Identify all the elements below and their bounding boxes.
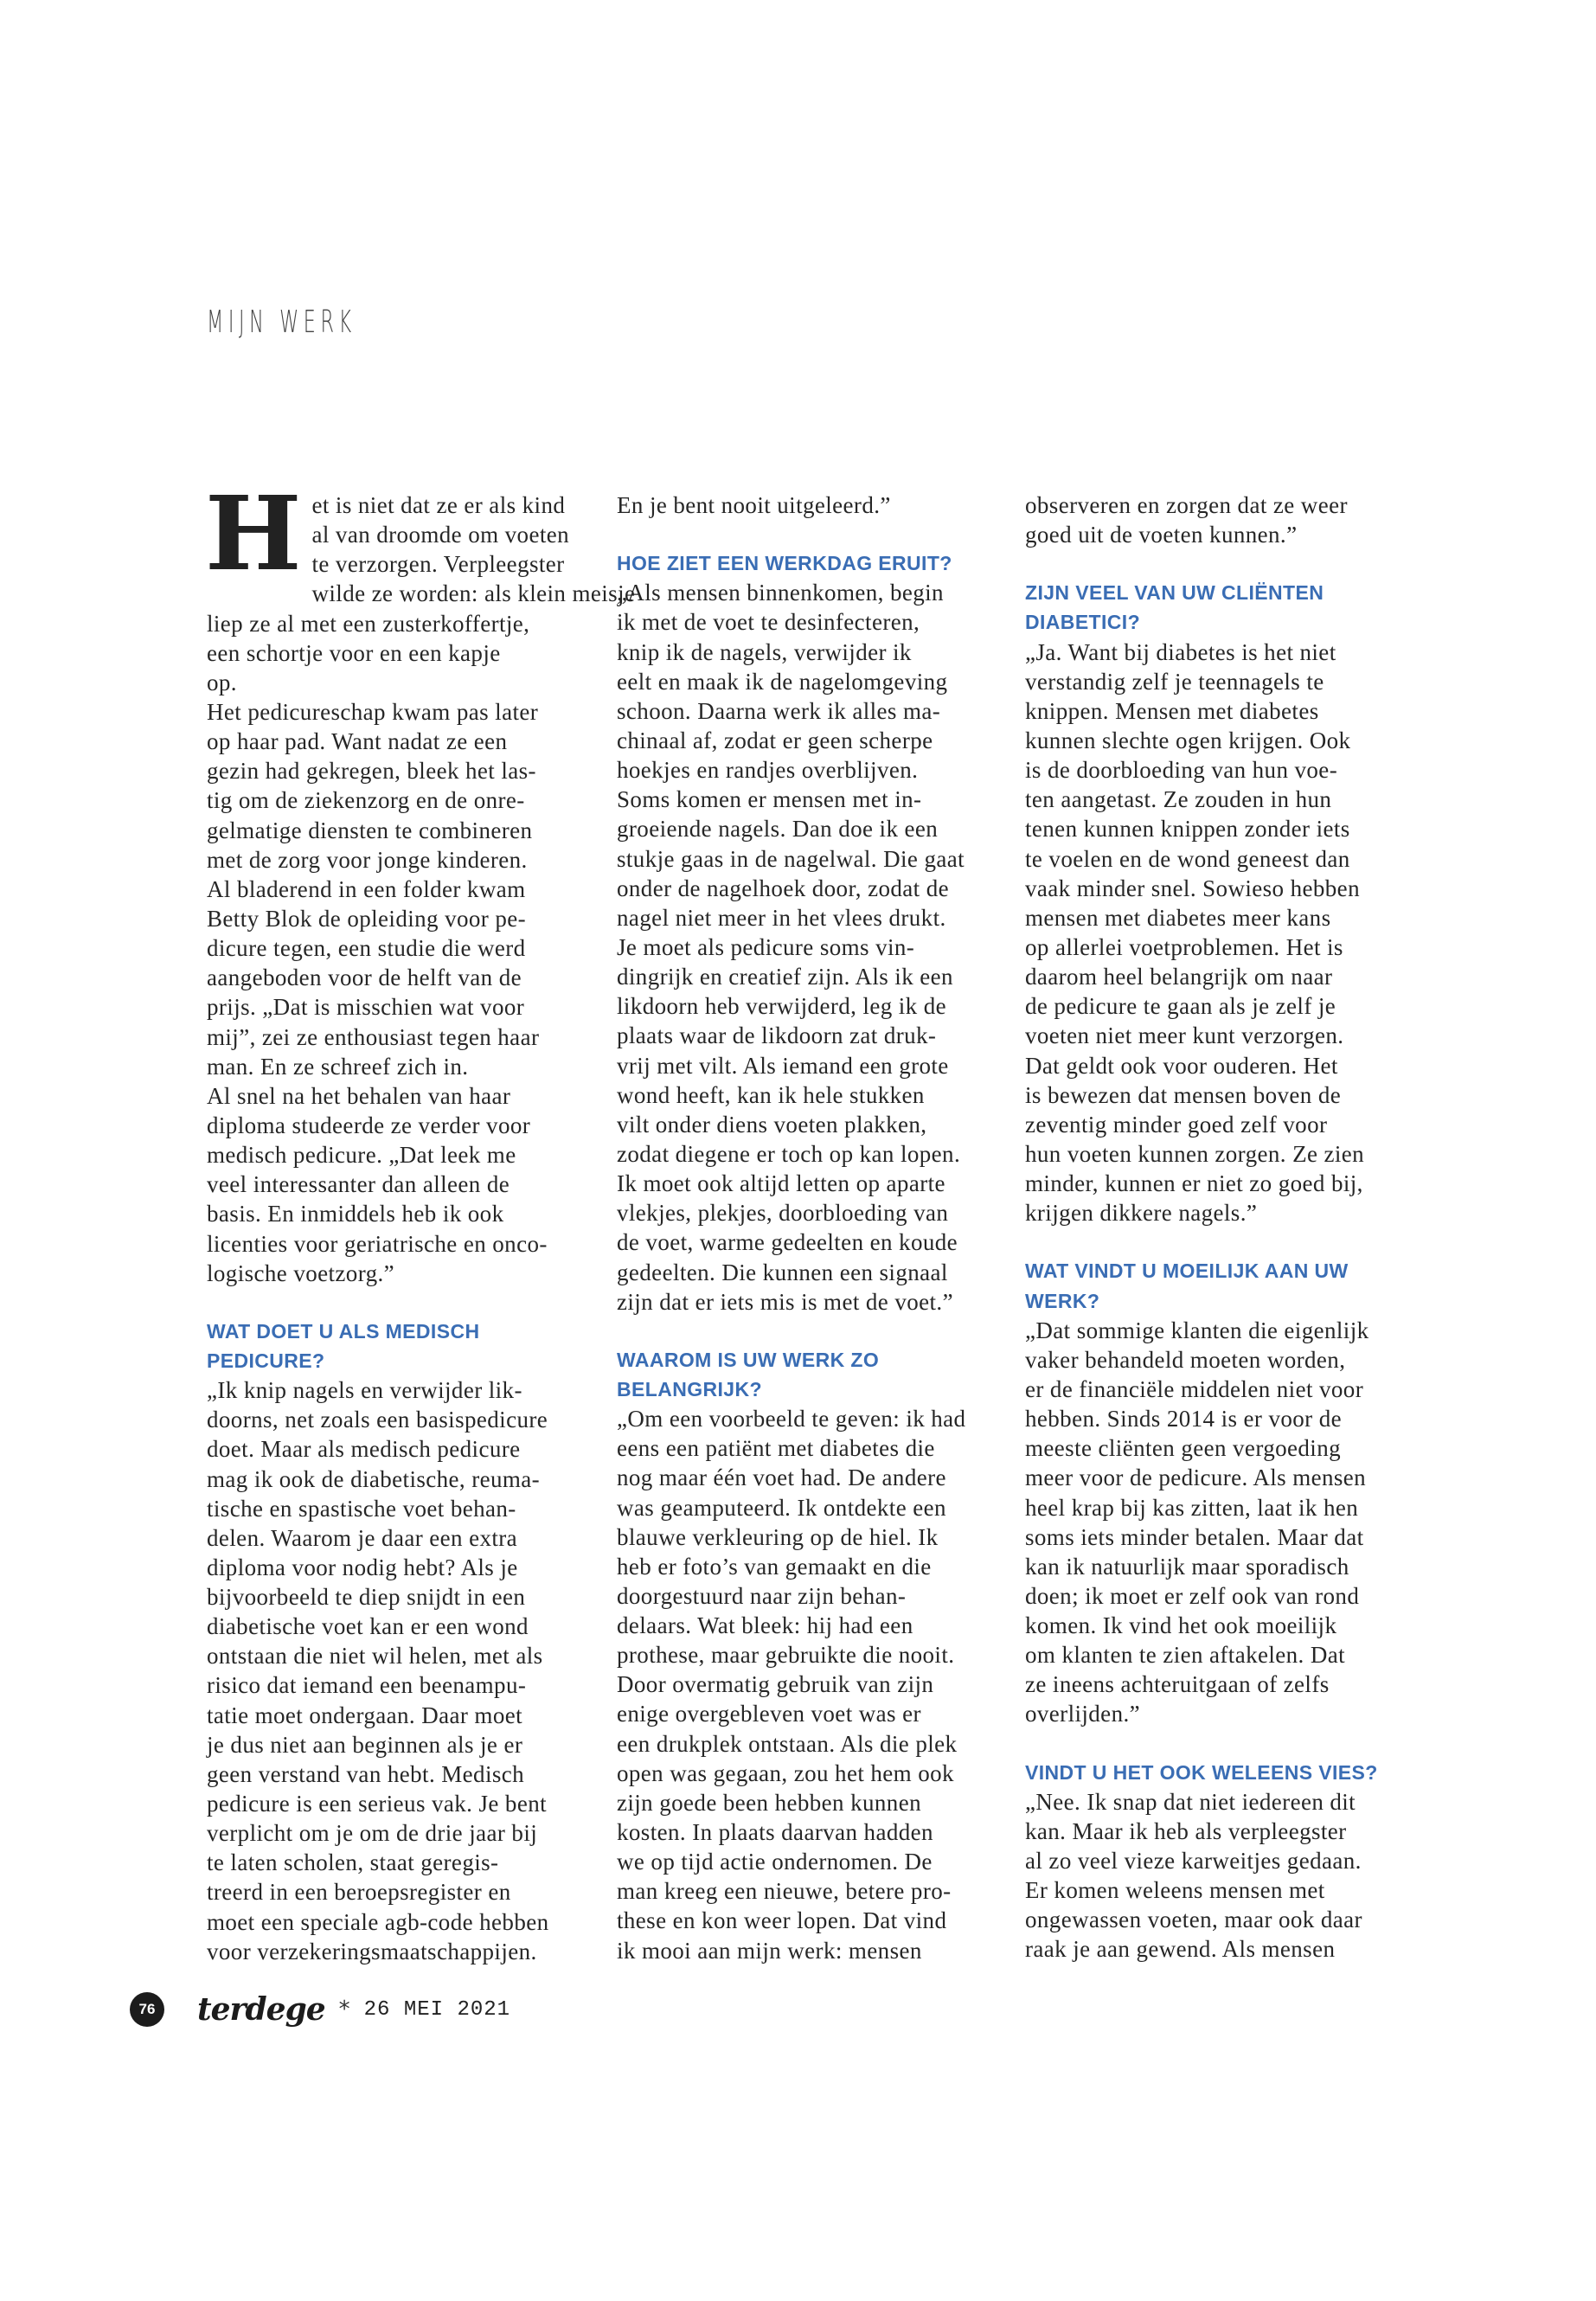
text-line: overlijden.” [1025,1701,1140,1727]
text-line: Dat geldt ook voor ouderen. Het [1025,1052,1338,1079]
text-line: moet een speciale agb-code hebben [207,1908,549,1935]
text-line: treerd in een beroepsregister en [207,1879,511,1906]
drop-cap: H [205,473,302,593]
text-line: je dus niet aan beginnen als je er [207,1731,523,1758]
text-line: liep ze al met een zusterkoffertje, [207,610,530,637]
heading-line: DIABETICI? [1025,611,1141,634]
text-line: soms iets minder betalen. Maar dat [1025,1523,1364,1550]
text-line: tische en spastische voet behan- [207,1495,516,1522]
text-line: verplicht om je om de drie jaar bij [207,1820,538,1847]
paragraph [205,473,636,1288]
heading-line: WAAROM IS UW WERK ZO [617,1348,880,1371]
text-line: „Ja. Want bij diabetes is het niet [1025,638,1336,665]
text-line: de voet, warme gedeelten en koude [617,1229,958,1256]
text-line: plaats waar de likdoorn zat druk- [617,1022,937,1049]
text-line: komen. Ik vind het ook moeilijk [1025,1612,1337,1639]
text-line: Er komen weleens mensen met [1025,1877,1325,1904]
text-line: vlekjes, plekjes, doorbloeding van [617,1200,949,1227]
heading-line: WERK? [1025,1289,1100,1312]
text-line: verstandig zelf je teennagels te [1025,668,1324,695]
text-line: hebben. Sinds 2014 is er voor de [1025,1406,1343,1433]
text-line: knippen. Mensen met diabetes [1025,697,1319,724]
text-line: zijn dat er iets mis is met de voet.” [617,1288,953,1315]
article-column-2 [617,490,997,1965]
text-line: diploma studeerde ze verder voor [207,1112,531,1138]
section-heading [1025,1256,1406,1315]
text-line: stukje gaas in de nagelwal. Die gaat [617,845,965,872]
text-line: de pedicure te gaan als je zelf je [1025,993,1336,1020]
section-heading [617,548,997,578]
text-line: kan ik natuurlijk maar sporadisch [1025,1553,1349,1580]
text-line: basis. En inmiddels heb ik ook [207,1201,504,1227]
text-line: dingrijk en creatief zijn. Als ik een [617,964,953,990]
text-line: ten aangetast. Ze zouden in hun [1025,786,1332,813]
text-line: mag ik ook de diabetische, reuma- [207,1465,541,1492]
text-line: ontstaan die niet wil helen, met als [207,1643,543,1670]
text-line: gezin had gekregen, bleek het las- [207,758,536,785]
text-line: kunnen slechte ogen krijgen. Ook [1025,727,1351,753]
page-number: 76 [130,1992,164,2027]
text-line: medisch pedicure. „Dat leek me [207,1142,516,1169]
text-line: diploma voor nodig hebt? Als je [207,1554,518,1580]
text-line: te voelen en de wond geneest dan [1025,845,1350,872]
text-line: al zo veel vieze karweitjes gedaan. [1025,1848,1362,1875]
text-line: doorgestuurd naar zijn behan- [617,1582,907,1609]
text-line: En je bent nooit uitgeleerd.” [617,492,891,518]
text-line: delaars. Wat bleek: hij had een [617,1612,913,1639]
text-line: is de doorbloeding van hun voe- [1025,757,1338,784]
text-line: geen verstand van hebt. Medisch [207,1760,525,1787]
text-line: „Dat sommige klanten die eigenlijk [1025,1317,1369,1343]
text-line: ik mooi aan mijn werk: mensen [617,1937,922,1964]
text-line: Betty Blok de opleiding voor pe- [207,905,526,932]
text-line: eelt en maak ik de nagelomgeving [617,668,948,695]
section-heading [207,1317,587,1375]
text-line: logische voetzorg.” [207,1259,395,1286]
text-line: heel krap bij kas zitten, laat ik hen [1025,1494,1359,1521]
paragraph [207,1375,587,1966]
heading-line: WAT DOET U ALS MEDISCH [207,1319,480,1343]
text-line: „Om een voorbeeld te geven: ik had [617,1406,966,1433]
heading-line: WAT VINDT U MOEILIJK AAN UW [1025,1259,1349,1283]
section-heading [1025,1758,1406,1787]
text-line: tenen kunnen knippen zonder iets [1025,816,1350,843]
text-line: „Ik knip nagels en verwijder lik- [207,1377,522,1404]
text-line: knip ik de nagels, verwijder ik [617,638,912,665]
text-line: een schortje voor en een kapje [207,639,501,666]
text-line: ik met de voet te desinfecteren, [617,609,920,636]
paragraph [1025,638,1406,1228]
heading-line: PEDICURE? [207,1349,325,1372]
text-line: Ik moet ook altijd letten op aparte [617,1170,945,1197]
text-line: te verzorgen. Verpleegster [311,551,565,578]
text-line: een drukplek ontstaan. Als die plek [617,1730,958,1757]
section-heading [1025,578,1406,637]
text-line: goed uit de voeten kunnen.” [1025,522,1298,548]
text-line: enige overgebleven voet was er [617,1701,921,1727]
text-line: mensen met diabetes meer kans [1025,904,1331,931]
text-line: zeventig minder goed zelf voor [1025,1111,1328,1138]
text-line: hoekjes en randjes overblijven. [617,757,919,784]
text-line: vrij met vilt. Als iemand een grote [617,1052,949,1079]
issue-date: 26 MEI 2021 [363,1997,511,2022]
text-line: op. [207,669,237,695]
page-footer [130,1991,510,2028]
section-label: MIJN WERK [207,304,356,340]
text-line: wond heeft, kan ik hele stukken [617,1081,925,1108]
text-line: these en kon weer lopen. Dat vind [617,1907,947,1934]
heading-line: VINDT U HET OOK WELEENS VIES? [1025,1760,1378,1784]
text-line: al van droomde om voeten [311,522,570,548]
text-line: nagel niet meer in het vlees drukt. [617,904,946,931]
text-line: chinaal af, zodat er geen scherpe [617,727,933,753]
text-line: met de zorg voor jonge kinderen. [207,846,528,873]
text-line: voeten niet meer kunt verzorgen. [1025,1022,1344,1049]
text-line: prothese, maar gebruikte die nooit. [617,1642,955,1669]
text-line: schoon. Daarna werk ik alles ma- [617,697,941,724]
text-line: zodat diegene er toch op kan lopen. [617,1140,961,1167]
text-line: is bewezen dat mensen boven de [1025,1081,1342,1108]
text-line: kosten. In plaats daarvan hadden [617,1819,933,1846]
text-line: hun voeten kunnen zorgen. Ze zien [1025,1140,1365,1167]
text-line: pedicure is een serieus vak. Je bent [207,1791,548,1817]
text-line: ongewassen voeten, maar ook daar [1025,1907,1362,1933]
text-line: daarom heel belangrijk om naar [1025,964,1333,990]
text-line: Al bladerend in een folder kwam [207,875,526,902]
text-line: groeiende nagels. Dan doe ik een [617,816,939,843]
heading-line: ZIJN VEEL VAN UW CLIËNTEN [1025,581,1324,605]
text-line: we op tijd actie ondernomen. De [617,1849,933,1875]
heading-line: HOE ZIET EEN WERKDAG ERUIT? [617,552,952,575]
text-line: vaak minder snel. Sowieso hebben [1025,875,1360,901]
text-line: ze ineens achteruitgaan of zelfs [1025,1671,1330,1698]
text-line: doen; ik moet er zelf ook van rond [1025,1582,1360,1609]
paragraph [617,490,997,520]
text-line: veel interessanter dan alleen de [207,1171,510,1198]
text-line: et is niet dat ze er als kind [311,492,566,518]
paragraph [1025,1316,1406,1729]
text-line: „Nee. Ik snap dat niet iedereen dit [1025,1788,1356,1815]
text-line: raak je aan gewend. Als mensen [1025,1936,1336,1963]
text-line: observeren en zorgen dat ze weer [1025,492,1348,518]
article-column-1 [205,473,636,1966]
text-line: heb er foto’s van gemaakt en die [617,1553,932,1580]
text-line: open was gegaan, zou het hem ook [617,1759,954,1786]
text-line: minder, kunnen er niet zo goed bij, [1025,1170,1363,1197]
text-line: man. En ze schreef zich in. [207,1053,469,1080]
section-heading [617,1345,997,1404]
text-line: risico dat iemand een beenampu- [207,1672,527,1699]
text-line: Al snel na het behalen van haar [207,1082,511,1109]
asterisk-icon: * [338,1997,350,2022]
text-line: meer voor de pedicure. Als mensen [1025,1465,1367,1491]
text-line: meeste cliënten geen vergoeding [1025,1435,1342,1462]
heading-line: BELANGRIJK? [617,1377,762,1400]
text-line: Door overmatig gebruik van zijn [617,1671,934,1698]
text-line: bijvoorbeeld te diep snijdt in een [207,1584,526,1611]
text-line: doorns, net zoals een basispedicure [207,1407,548,1433]
paragraph [1025,490,1406,549]
text-line: aangeboden voor de helft van de [207,965,522,991]
text-line: man kreeg een nieuwe, betere pro- [617,1878,952,1905]
text-line: nog maar één voet had. De andere [617,1465,946,1491]
text-line: was geamputeerd. Ik ontdekte een [617,1494,946,1521]
text-line: om klanten te zien aftakelen. Dat [1025,1642,1346,1669]
text-line: tatie moet ondergaan. Daar moet [207,1702,523,1728]
text-line: tig om de ziekenzorg en de onre- [207,787,525,814]
text-line: vilt onder diens voeten plakken, [617,1111,927,1138]
text-line: gedeelten. Die kunnen een signaal [617,1259,948,1285]
text-line: Soms komen er mensen met in- [617,786,922,813]
text-line: kan. Maar ik heb als verpleegster [1025,1817,1347,1844]
text-line: dicure tegen, een studie die werd [207,935,526,962]
text-line: Je moet als pedicure soms vin- [617,933,915,960]
paragraph [617,1404,997,1965]
text-line: voor verzekeringsmaatschappijen. [207,1938,537,1965]
magazine-logo: terdege [197,1991,325,2028]
article-column-3 [1025,490,1406,1965]
text-line: zijn goede been hebben kunnen [617,1789,921,1816]
text-line: te laten scholen, staat geregis- [207,1849,499,1876]
text-line: blauwe verkleuring op de hiel. Ik [617,1523,939,1550]
text-line: onder de nagelhoek door, zodat de [617,875,949,901]
text-line: gelmatige diensten te combineren [207,817,533,843]
text-line: doet. Maar als medisch pedicure [207,1436,521,1463]
text-line: mij”, zei ze enthousiast tegen haar [207,1023,540,1050]
text-line: op allerlei voetproblemen. Het is [1025,933,1343,960]
text-line: likdoorn heb verwijderd, leg ik de [617,993,947,1020]
text-line: diabetische voet kan er een wond [207,1613,529,1640]
text-line: Het pedicureschap kwam pas later [207,698,539,725]
text-line: prijs. „Dat is misschien wat voor [207,994,525,1021]
text-line: licenties voor geriatrische en onco- [207,1230,548,1257]
text-line: delen. Waarom je daar een extra [207,1524,518,1551]
paragraph [1025,1787,1406,1965]
text-line: vaker behandeld moeten worden, [1025,1346,1346,1373]
text-line: er de financiële middelen niet voor [1025,1375,1364,1402]
paragraph [617,578,997,1317]
text-line: op haar pad. Want nadat ze een [207,728,508,755]
text-line: „Als mensen binnenkomen, begin [617,580,944,606]
text-line: wilde ze worden: als klein meisje [311,580,636,607]
text-line: eens een patiënt met diabetes die [617,1435,935,1462]
text-line: krijgen dikkere nagels.” [1025,1200,1258,1227]
